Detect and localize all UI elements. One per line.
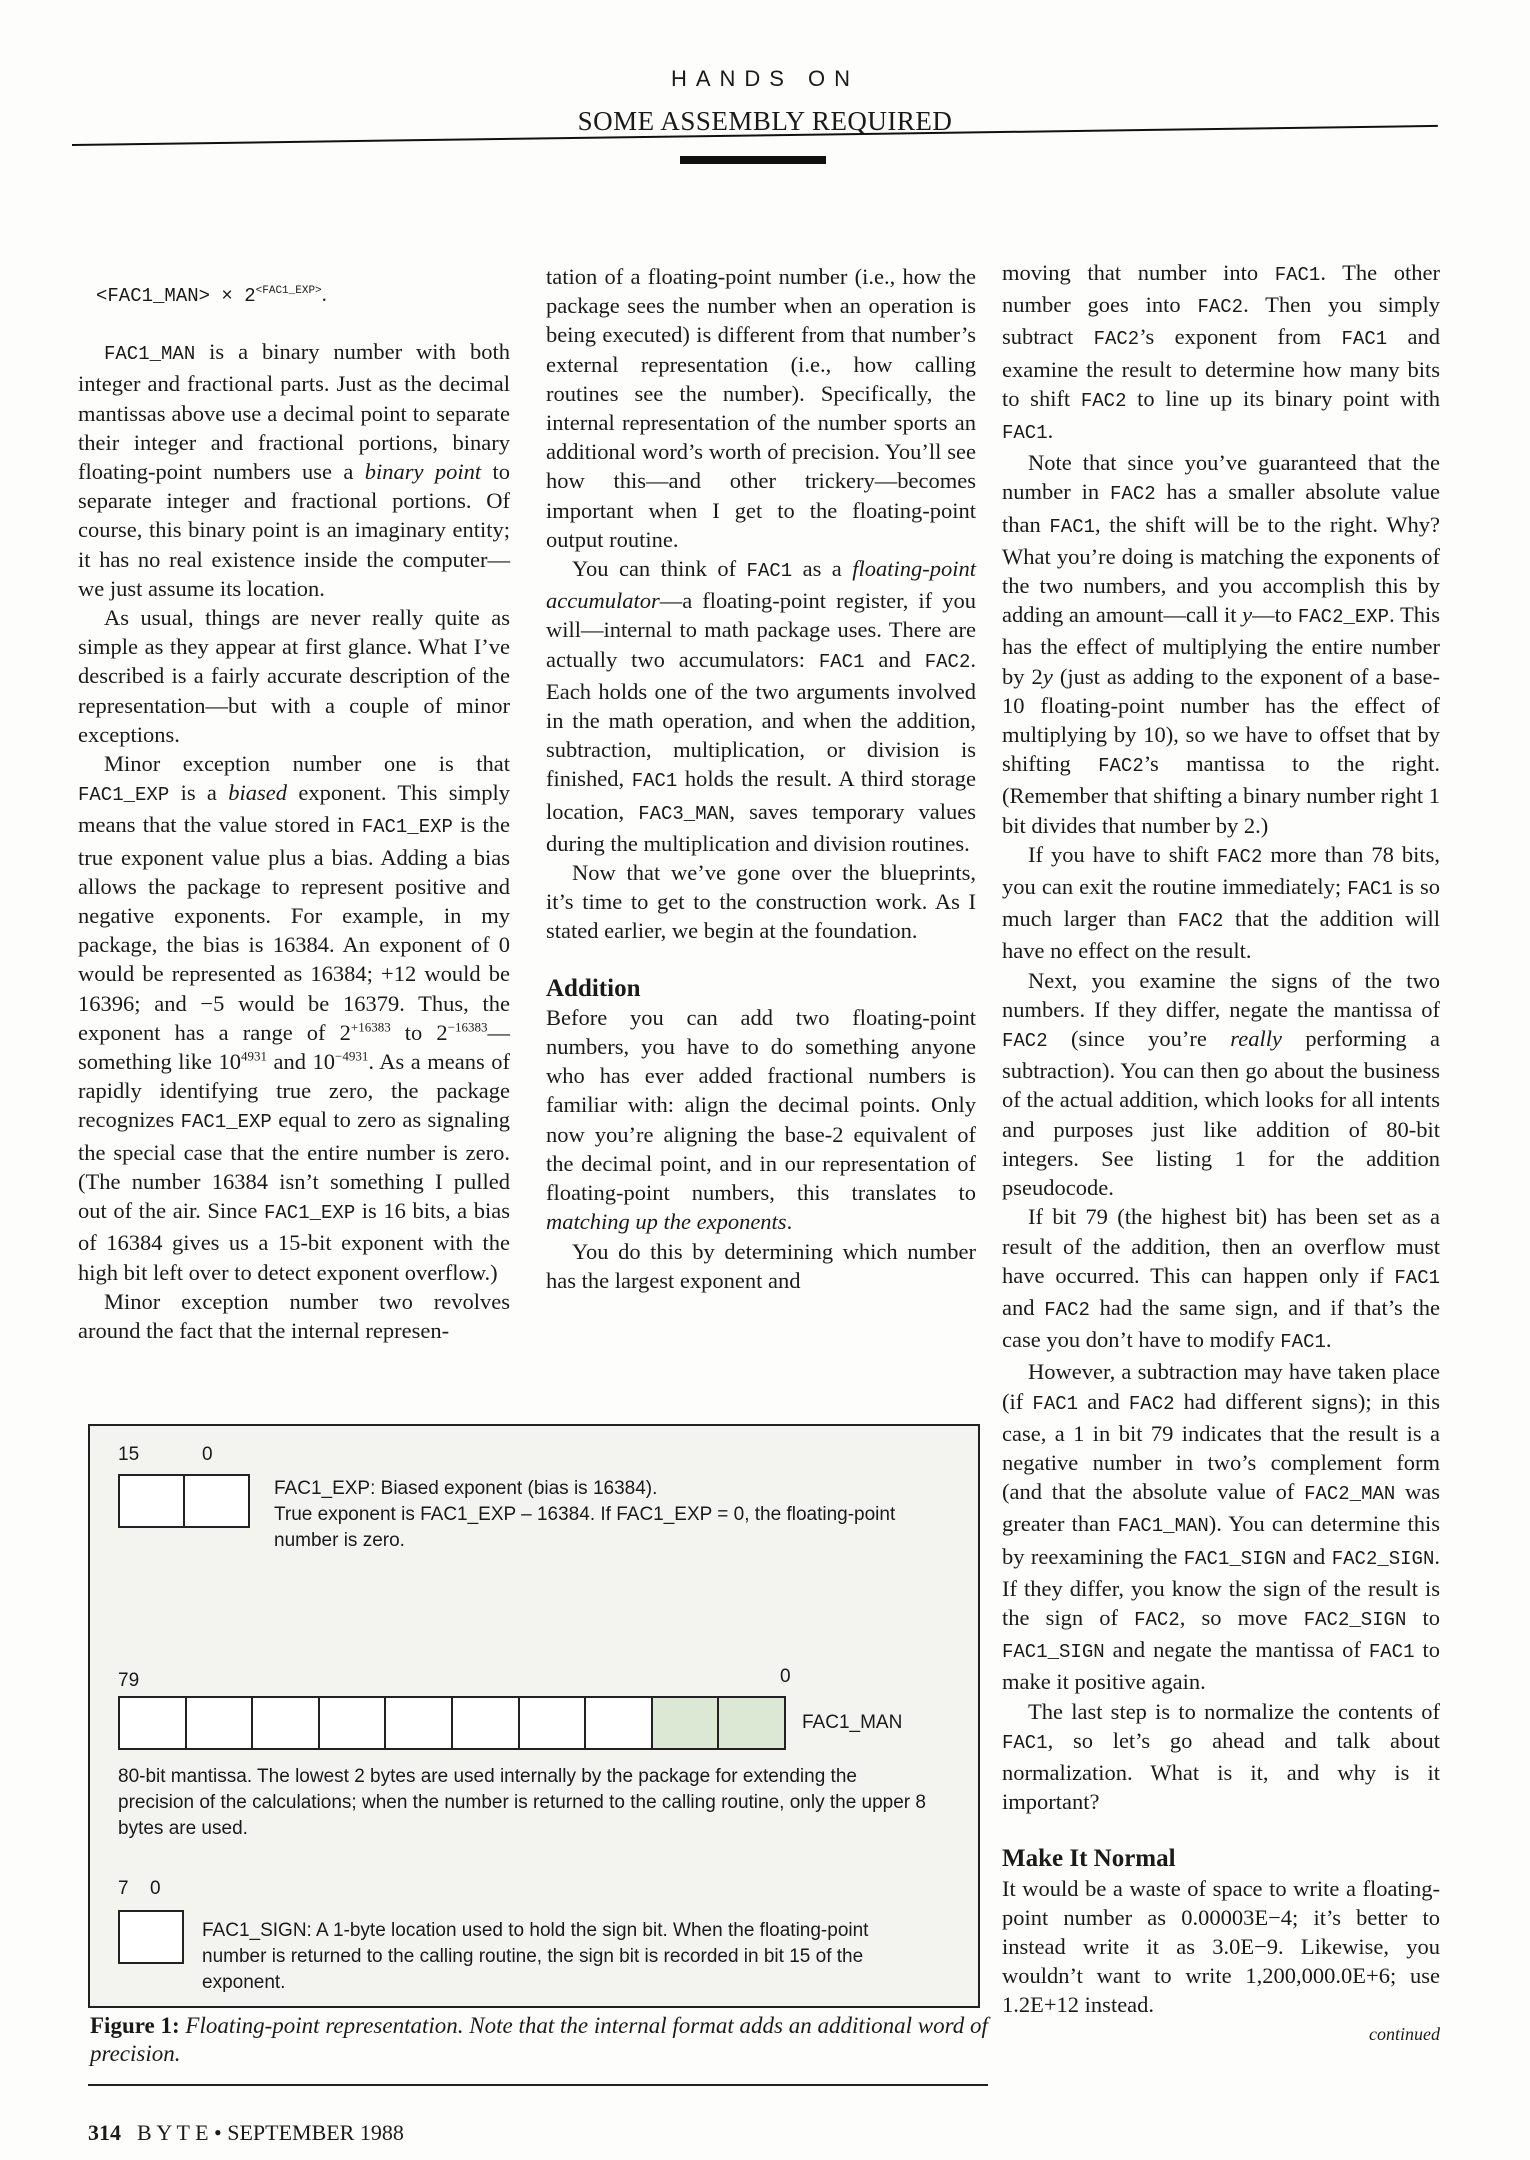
paragraph: Before you can add two floating-point numbers, you have to do something anyone who has ever added fractional numbers is familiar with: align the decimal points. Only now you’re aligning the base-2 equivalent of the decimal point, and in our representation of floating-point numbers, this translates to matching up the exponents.	[546, 1004, 976, 1235]
paragraph: The last step is to normalize the contents of FAC1, so let’s go ahead and talk about normalization. What is it, and why is it important?	[1002, 1698, 1440, 1815]
byte-cell	[520, 1698, 587, 1748]
byte-cell	[187, 1698, 254, 1748]
header-accent-bar	[680, 156, 826, 164]
footer-rule	[88, 2084, 988, 2086]
magazine-name: B Y T E	[137, 2120, 209, 2145]
paragraph: If bit 79 (the highest bit) has been set as a result of the addition, then an overflow must have occurred. This can happen only if FAC1 and FAC2 had the same sign, and if that’s the case you don’t have to modify FAC1.	[1002, 1204, 1440, 1354]
section-heading-addition: Addition	[546, 974, 641, 1002]
page-number: 314	[88, 2120, 121, 2145]
paragraph: FAC1_MAN is a binary number with both integer and fractional parts. Just as the decimal mantissas above use a decimal point to separate their integer and fractional portions, binary floating-point numbers use a binary point to separate integer and fractional portions. Of course, this binary point is an imaginary entity; it has no real existence inside the computer—we just assume its location.	[78, 339, 510, 601]
issue-date: SEPTEMBER 1988	[227, 2120, 404, 2145]
paragraph: Now that we’ve gone over the blueprints, it’s time to get to the construction work. As I stated earlier, we begin at the foundation.	[546, 860, 976, 944]
mantissa-register	[118, 1696, 786, 1750]
continued-label: continued	[1369, 2023, 1440, 2044]
exp-bit-lo: 0	[202, 1444, 213, 1465]
paragraph: Minor exception number one is that FAC1_EXP is a biased exponent. This simply means that the value stored in FAC1_EXP is the true exponent value plus a bias. Adding a bias allows the package to represent positive and negative exponents. For example, in my package, the bias is 16384. An exponent of 0 would be represented as 16384; +12 would be 16396; and −5 would be 16379. Thus, the exponent has a range of $2^{+16383}$ to $2^{-16383}—something$ like $10^{4931}$ and $10^{-4931}$. As a means of rapidly identifying true zero, the package recognizes FAC1_EXP equal to zero as signaling the special case that the entire number is zero. (The number 16384 isn’t something I pulled out of the air. Since FAC1_EXP is 16 bits, a bias of 16384 gives us a 15-bit exponent with the high bit left over to detect exponent overflow.)	[78, 751, 511, 1285]
byte-cell	[253, 1698, 320, 1748]
byte-cell	[120, 1912, 182, 1962]
internal-byte-cell	[719, 1698, 784, 1748]
sign-bit-hi: 7	[118, 1878, 129, 1899]
mantissa-label: FAC1_MAN	[802, 1712, 903, 1733]
sign-register	[118, 1910, 184, 1964]
man-bit-lo: 0	[780, 1666, 791, 1687]
paragraph: If you have to shift FAC2 more than 78 bits, you can exit the routine immediately; FAC1 is so much larger than FAC2 that the addition will have no effect on the result.	[1002, 841, 1441, 964]
paragraph: You do this by determining which number has the largest exponent and	[546, 1238, 976, 1293]
formula: <FAC1_MAN> × $2^{<FAC1\_EXP>}$.	[96, 282, 327, 307]
byte-cell	[586, 1698, 653, 1748]
column-2	[546, 262, 976, 1295]
paragraph: It would be a waste of space to write a floating-point number as 0.00003E−4; it’s better to instead write it as 3.0E−9. Likewise, you wouldn’t want to write 1,200,000.0E+6; use 1.2E+12 instead.	[1002, 1875, 1440, 2018]
page-footer: 314 B Y T E • SEPTEMBER 1988	[88, 2120, 404, 2145]
column-title: SOME ASSEMBLY REQUIRED	[577, 106, 953, 136]
section-heading-make-it-normal: Make It Normal	[1002, 1845, 1176, 1873]
byte-cell	[120, 1476, 185, 1526]
paragraph: tation of a floating-point number (i.e., how the package sees the number when an operation is being executed) is different from that number’s external representation (i.e., how calling routines see the number). Specifically, the internal representation of the number sports an additional word’s worth of precision. You’ll see how this—and other trickery—becomes important when I get to the floating-point output routine.	[546, 264, 976, 552]
paragraph: Next, you examine the signs of the two numbers. If they differ, negate the mantissa of FAC2 (since you’re really performing a subtraction). You can then go about the business of the actual addition, which looks for all intents and purposes just like addition of 80-bit integers. See listing 1 for the addition pseudocode.	[1002, 967, 1440, 1201]
figure-1	[88, 1424, 980, 2008]
byte-cell	[386, 1698, 453, 1748]
byte-cell	[453, 1698, 520, 1748]
paragraph: Minor exception number two revolves around the fact that the internal represen-	[78, 1288, 510, 1343]
mantissa-description: 80-bit mantissa. The lowest 2 bytes are used internally by the package for extending the precision of the calculations; when the number is returned to the calling routine, only the upper 8 bytes are used.	[118, 1766, 926, 1839]
column-1	[78, 270, 510, 1345]
internal-byte-cell	[653, 1698, 720, 1748]
exp-bit-hi: 15	[118, 1444, 140, 1465]
byte-cell	[120, 1698, 187, 1748]
sign-description: FAC1_SIGN: A 1-byte location used to hold the sign bit. When the floating-point number is returned to the calling routine, the sign bit is recorded in bit 15 of the exponent.	[202, 1920, 869, 1993]
column-3	[1002, 258, 1440, 2049]
paragraph: However, a subtraction may have taken place (if FAC1 and FAC2 had different signs); in this case, a 1 in bit 79 indicates that the result is a negative number in two’s complement form (and that the absolute value of FAC2_MAN was greater than FAC1_MAN). You can determine this by reexamining the FAC1_SIGN and FAC2_SIGN. If they differ, you know the sign of the result is the sign of FAC2, so move FAC2_SIGN to FAC1_SIGN and negate the mantissa of FAC1 to make it positive again.	[1002, 1359, 1441, 1695]
figure-caption: Figure 1: Floating-point representation. Note that the internal format adds an additional word of precision.	[90, 2013, 988, 2066]
paragraph: moving that number into FAC1. The other number goes into FAC2. Then you simply subtract FAC2’s exponent from FAC1 and examine the result to determine how many bits to shift FAC2 to line up its binary point with FAC1.	[1002, 260, 1440, 445]
byte-cell	[320, 1698, 387, 1748]
byte-cell	[185, 1476, 248, 1526]
sign-bit-lo: 0	[150, 1878, 161, 1899]
paragraph: Note that since you’ve guaranteed that the number in FAC2 has a smaller absolute value than FAC1, the shift will be to the right. Why? What you’re doing is matching the exponents of the two numbers, and you accomplish this by adding an amount—call it y—to FAC2_EXP. This has the effect of multiplying the entire number by 2y (just as adding to the exponent of a base-10 floating-point number has the effect of multiplying by 10), so we have to offset that by shifting FAC2’s mantissa to the right. (Remember that shifting a binary number right 1 bit divides that number by 2.)	[1002, 450, 1441, 838]
exponent-register	[118, 1474, 250, 1528]
paragraph: As usual, things are never really quite as simple as they appear at first glance. What I’ve described is a fairly accurate description of the representation—but with a couple of minor exceptions.	[78, 605, 510, 747]
paragraph: You can think of FAC1 as a floating-point accumulator—a floating-point register, if you will—internal to math package uses. There are actually two accumulators: FAC1 and FAC2. Each holds one of the two arguments involved in the math operation, and when the addition, subtraction, multiplication, or division is finished, FAC1 holds the result. A third storage location, FAC3_MAN, saves temporary values during the multiplication and division routines.	[546, 556, 977, 856]
man-bit-hi: 79	[118, 1670, 140, 1691]
exp-description: FAC1_EXP: Biased exponent (bias is 16384). True exponent is FAC1_EXP – 16384. If FAC1_EXP = 0, the floating-point number is zero.	[274, 1478, 896, 1551]
section-kicker: HANDS ON	[670, 66, 860, 91]
